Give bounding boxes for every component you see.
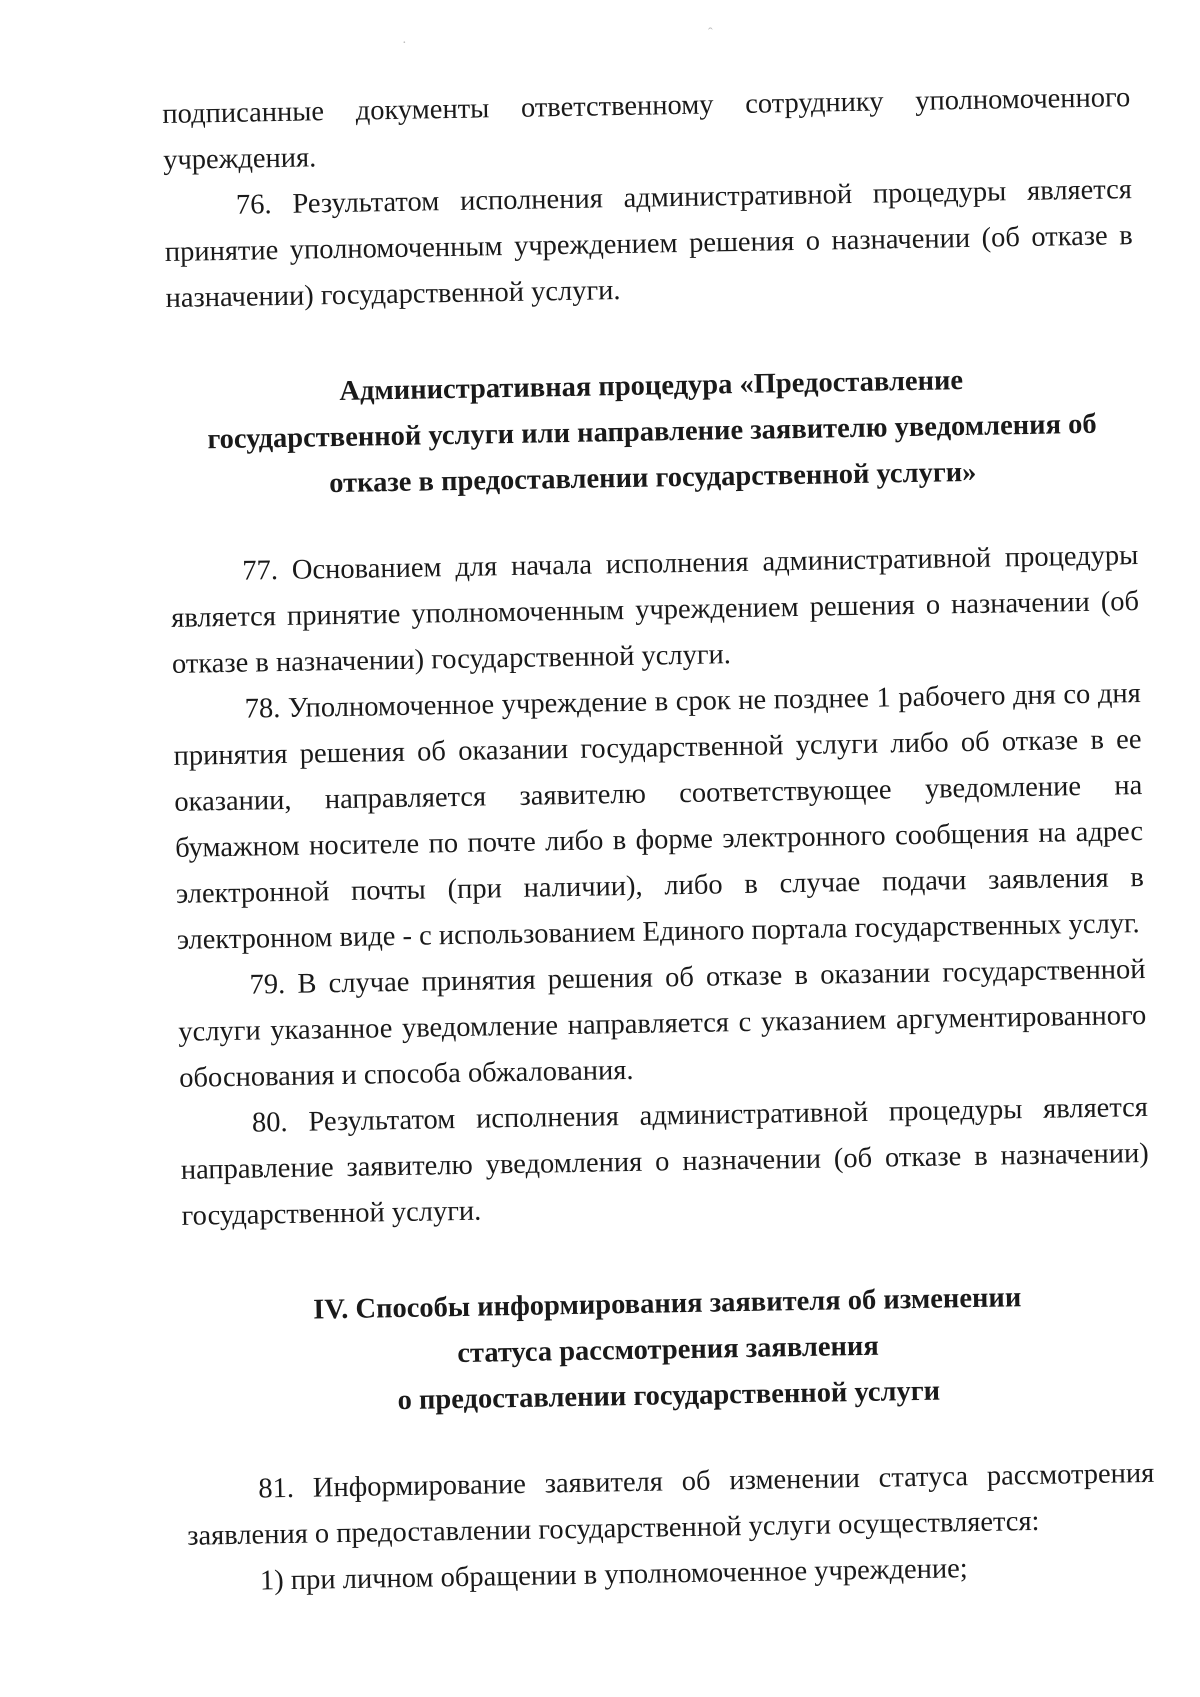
- heading-line: статуса рассмотрения заявления: [457, 1330, 880, 1370]
- paragraph-80: 80. Результатом исполнения административной процедуры является направление заявителю уведомления о назначении (об отказе в назначении) государственной услуги.: [180, 1091, 1149, 1232]
- heading-line: отказе в предоставлении государственной услуги»: [328, 456, 977, 500]
- heading-line: государственной услуги или направление заявителю уведомления об: [207, 408, 1097, 456]
- section-heading-iv: [183, 1273, 1153, 1428]
- paragraph-76: 76. Результатом исполнения административной процедуры является принятие уполномоченным учреждением решения о назначении (об отказе в назначении) государственной услуги.: [164, 174, 1133, 314]
- scan-artifact-mark: ˆ: [708, 26, 713, 41]
- document-body: [162, 75, 1156, 1606]
- section-heading-administrative-procedure: [167, 355, 1137, 510]
- scan-artifact-dot: ·: [402, 36, 407, 51]
- paragraph-77: 77. Основанием для начала исполнения административной процедуры является принятие уполномоченным учреждением решения о назначении (об отказе в назначении) государственной услуги.: [170, 540, 1140, 680]
- list-item-1: 1) при личном обращении в уполномоченное учреждение;: [259, 1553, 968, 1597]
- paragraph-79: 79. В случае принятия решения об отказе в оказании государственной услуги указанное уведомление направляется с указанием аргументированного обоснования и способа обжалования.: [178, 953, 1147, 1094]
- paragraph-78: 78. Уполномоченное учреждение в срок не позднее 1 рабочего дня со дня принятия решения об оказании государственной услуги либо об отказе в ее оказании, направляется заявителю соответствующее уведомление на бумажном носителе по почте либо в форме электронного сообщения на адрес электронной почты (при наличии), либо в случае подачи заявления в электронном виде - с использованием Единого портала государственных услуг.: [173, 678, 1145, 956]
- heading-line: о предоставлении государственной услуги: [397, 1375, 941, 1417]
- paragraph-81: 81. Информирование заявителя об изменении статуса рассмотрения заявления о предоставлении государственной услуги осуществляется:: [186, 1457, 1155, 1552]
- heading-line: IV. Способы информирования заявителя об изменении: [312, 1282, 1022, 1326]
- paragraph-continuation: подписанные документы ответственному сотруднику уполномоченного учреждения.: [162, 82, 1131, 176]
- heading-line: Административная процедура «Предоставление: [339, 365, 964, 407]
